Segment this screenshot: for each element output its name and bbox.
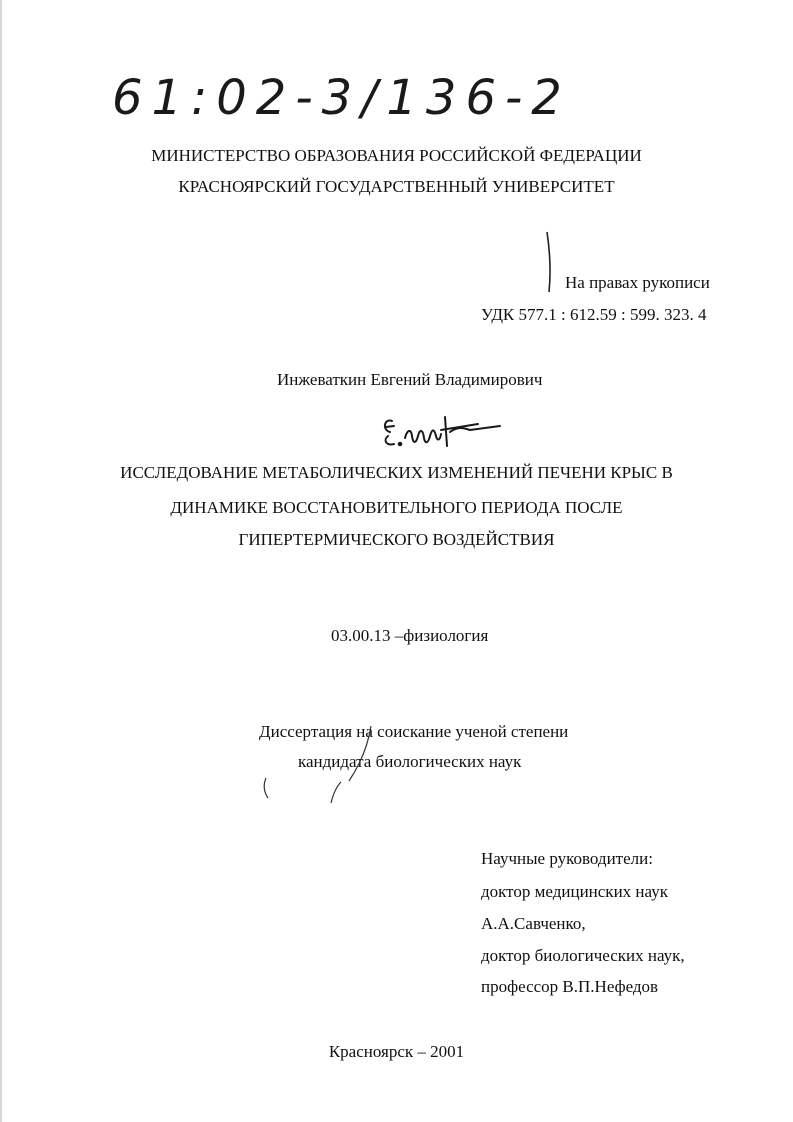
author-name: Инжеваткин Евгений Владимирович <box>277 370 543 389</box>
supervisors-heading: Научные руководители: <box>481 849 653 868</box>
supervisor-1-degree: доктор медицинских наук <box>481 882 668 901</box>
scan-edge <box>0 0 2 1122</box>
supervisor-2-degree: доктор биологических наук, <box>481 946 685 965</box>
thesis-title-line-2: ДИНАМИКЕ ВОССТАНОВИТЕЛЬНОГО ПЕРИОДА ПОСЛЕ <box>170 498 623 517</box>
city-year: Красноярск – 2001 <box>328 1042 465 1061</box>
thesis-title-line-1: ИССЛЕДОВАНИЕ МЕТАБОЛИЧЕСКИХ ИЗМЕНЕНИЙ ПЕЧЕНИ КРЫС В <box>120 463 673 482</box>
margin-stroke-mark <box>547 232 550 292</box>
supervisor-1-name: А.А.Савченко, <box>481 914 586 933</box>
university-heading: КРАСНОЯРСКИЙ ГОСУДАРСТВЕННЫЙ УНИВЕРСИТЕТ <box>178 177 615 196</box>
stray-pencil-mark-small <box>264 778 268 798</box>
archive-code-handwritten: 61:02-3/136-2 <box>112 70 571 126</box>
author-signature <box>385 417 500 446</box>
thesis-title-line-3: ГИПЕРТЕРМИЧЕСКОГО ВОЗДЕЙСТВИЯ <box>238 530 555 549</box>
manuscript-rights-label: На правах рукописи <box>565 273 710 292</box>
specialty-code: 03.00.13 –физиология <box>331 626 489 645</box>
ministry-heading: МИНИСТЕРСТВО ОБРАЗОВАНИЯ РОССИЙСКОЙ ФЕДЕРАЦИИ <box>151 146 642 165</box>
supervisor-2-name: профессор В.П.Нефедов <box>481 977 659 996</box>
udc-code: УДК 577.1 : 612.59 : 599. 323. 4 <box>481 305 707 324</box>
degree-line-1: Диссертация на соискание ученой степени <box>259 722 569 741</box>
degree-line-2: кандидата биологических наук <box>298 752 522 771</box>
